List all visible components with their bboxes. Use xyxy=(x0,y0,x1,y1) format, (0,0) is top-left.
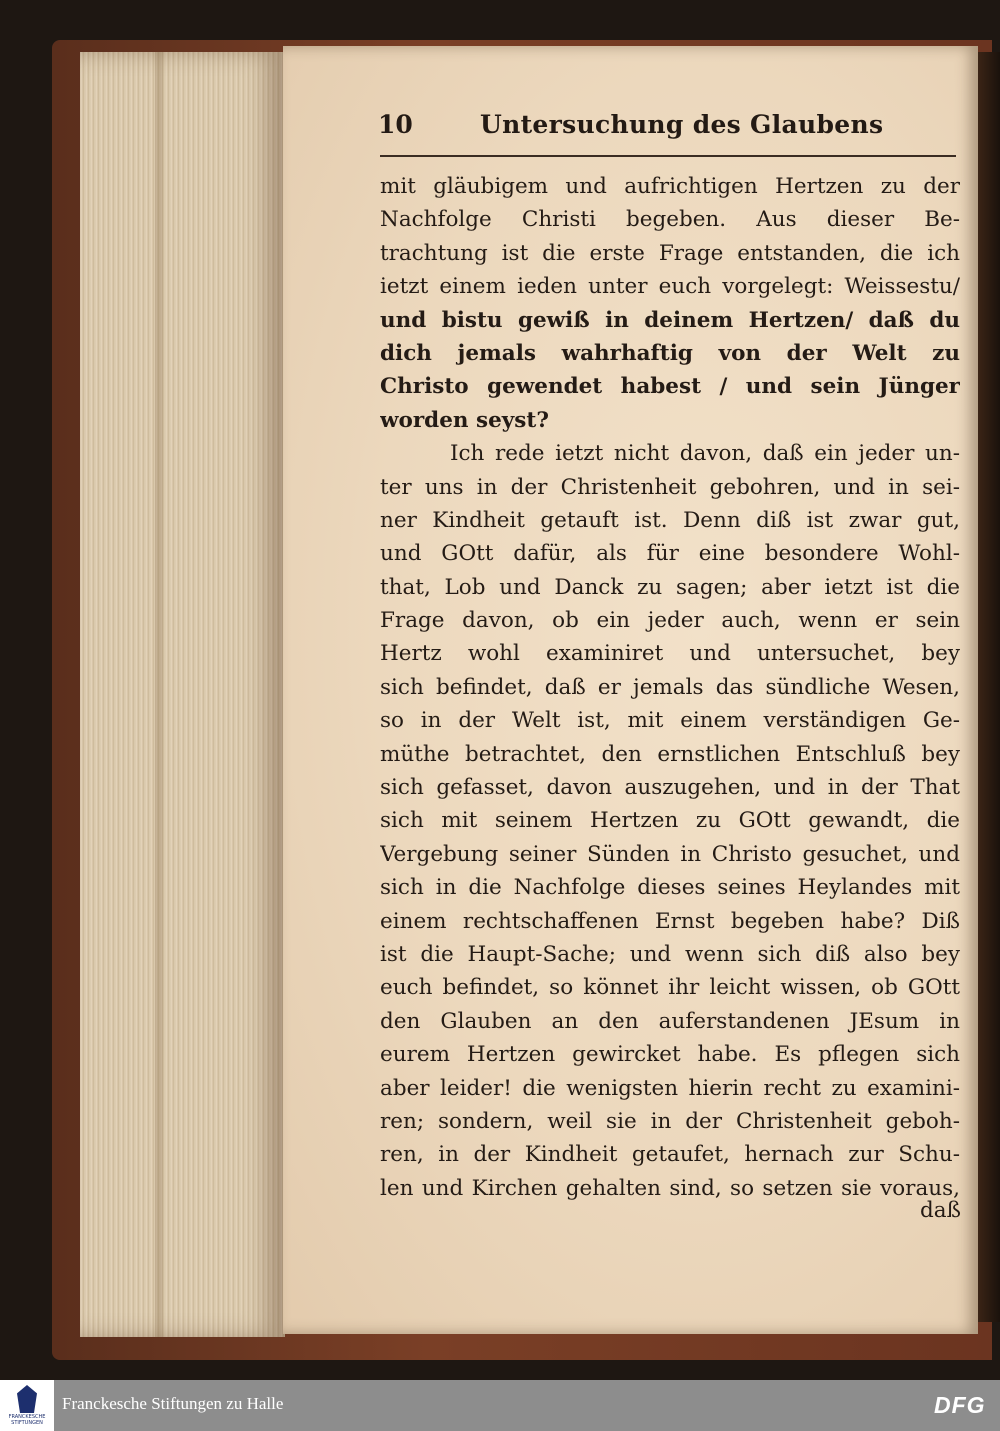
text-line: den Glauben an den auferstandenen JEsum in xyxy=(380,1008,960,1034)
page-header xyxy=(378,110,958,152)
text-line: so in der Welt ist, mit einem verständigen Ge- xyxy=(380,708,960,734)
header-rule xyxy=(380,155,956,157)
text-line: eurem Hertzen gewircket habe. Es pflegen sich xyxy=(380,1042,960,1068)
running-title: Untersuchung des Glaubens xyxy=(480,110,884,139)
text-line: ren, in der Kindheit getaufet, hernach zur Schu- xyxy=(380,1142,960,1168)
text-line: sich befindet, daß er jemals das sündliche Wesen, xyxy=(380,674,960,700)
text-line: worden seyst? xyxy=(380,407,549,433)
text-line: ren; sondern, weil sie in der Christenheit geboh- xyxy=(380,1108,960,1134)
text-line: ist die Haupt-Sache; und wenn sich diß also bey xyxy=(380,941,960,967)
text-line: ner Kindheit getauft ist. Denn diß ist zwar gut, xyxy=(380,507,960,533)
text-line: Hertz wohl examiniret und untersuchet, bey xyxy=(380,641,960,667)
page-edges xyxy=(80,52,285,1337)
text-line: müthe betrachtet, den ernstlichen Entschluß bey xyxy=(380,741,960,767)
text-line: und GOtt dafür, als für eine besondere Wohl- xyxy=(380,541,960,567)
institution-logo[interactable] xyxy=(0,1380,54,1431)
eagle-icon xyxy=(17,1385,37,1413)
text-line: ietzt einem ieden unter euch vorgelegt: Weissestu/ xyxy=(380,274,960,300)
text-line: Vergebung seiner Sünden in Christo gesuchet, und xyxy=(380,841,960,867)
institution-name[interactable]: Franckesche Stiftungen zu Halle xyxy=(62,1394,284,1413)
text-line: that, Lob und Danck zu sagen; aber ietzt ist die xyxy=(380,574,960,600)
page-gutter-shadow xyxy=(978,52,1000,1322)
text-line: euch befindet, so könnet ihr leicht wissen, ob GOtt xyxy=(380,975,960,1001)
logo-caption: FRANCKESCHE STIFTUNGEN xyxy=(8,1414,46,1426)
dfg-logo[interactable]: DFG xyxy=(934,1392,986,1418)
body-text xyxy=(380,170,960,1205)
text-line: trachtung ist die erste Frage entstanden, die ich xyxy=(380,240,960,266)
text-line: Frage davon, ob ein jeder auch, wenn er sein xyxy=(380,608,960,634)
page-number: 10 xyxy=(378,110,413,139)
text-line: und bistu gewiß in deinem Hertzen/ daß du xyxy=(380,307,960,333)
text-line: ter uns in der Christenheit gebohren, und in sei- xyxy=(380,474,960,500)
text-line: len und Kirchen gehalten sind, so setzen sie voraus, xyxy=(380,1175,960,1201)
text-line: sich gefasset, davon auszugehen, und in der That xyxy=(380,775,960,801)
text-line: einem rechtschaffenen Ernst begeben habe? Diß xyxy=(380,908,960,934)
footer-bar xyxy=(0,1380,1000,1431)
text-line: dich jemals wahrhaftig von der Welt zu xyxy=(380,340,960,366)
catchword: daß xyxy=(920,1198,961,1223)
text-line: Christo gewendet habest / und sein Jünger xyxy=(380,374,960,400)
text-line: Nachfolge Christi begeben. Aus dieser Be- xyxy=(380,207,960,233)
text-line: sich mit seinem Hertzen zu GOtt gewandt, die xyxy=(380,808,960,834)
text-line: sich in die Nachfolge dieses seines Heylandes mit xyxy=(380,875,960,901)
text-line: aber leider! die wenigsten hierin recht zu examini- xyxy=(380,1075,960,1101)
text-line: Ich rede ietzt nicht davon, daß ein jeder un- xyxy=(450,441,960,467)
text-line: mit gläubigem und aufrichtigen Hertzen zu der xyxy=(380,174,960,199)
